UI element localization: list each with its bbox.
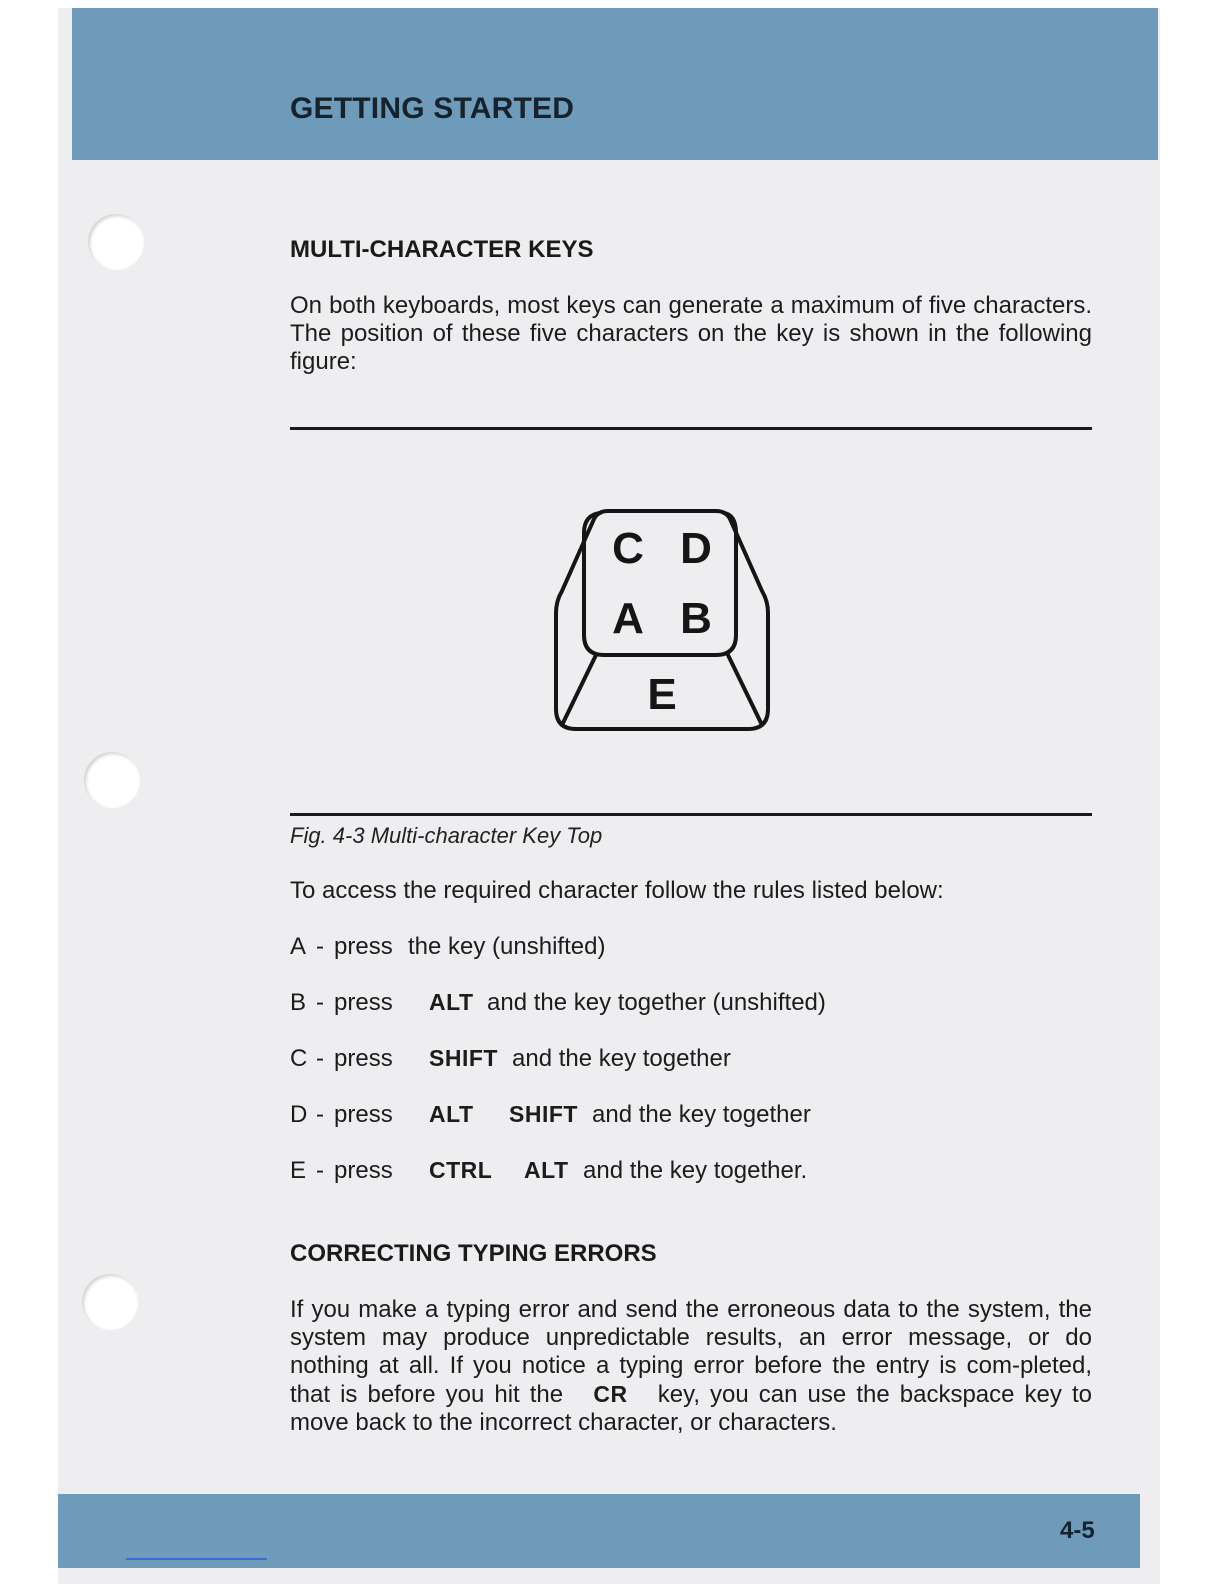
rule-text: and the key together xyxy=(592,1101,811,1128)
rule-letter: E xyxy=(290,1157,307,1184)
rule-text: and the key together (unshifted) xyxy=(487,989,826,1016)
key-char-b: B xyxy=(680,594,712,643)
intro-paragraph: On both keyboards, most keys can generate a maximum of five characters. The position of these five characters on the key is shown in the following figure: xyxy=(290,292,1092,375)
key-bevel-left xyxy=(562,655,596,725)
footer-band xyxy=(58,1494,1140,1568)
bottom-link-underline xyxy=(126,1558,267,1560)
figure-caption: Fig. 4-3 Multi-character Key Top xyxy=(290,823,603,848)
figure-bottom-rule xyxy=(290,813,1092,816)
rules-intro: To access the required character follow the rules listed below: xyxy=(290,877,944,904)
correcting-text-after-key: key, you can use the backspace key to move back to the incorrect character, or characters. xyxy=(290,1381,1092,1436)
rule-sep: - xyxy=(316,1101,324,1128)
key-label-alt: ALT xyxy=(429,1101,474,1127)
header-band xyxy=(72,8,1158,160)
rule-verb: press xyxy=(334,1045,393,1072)
key-inner-face xyxy=(584,513,736,655)
binder-hole-bottom xyxy=(82,1274,138,1330)
binder-hole-top xyxy=(88,214,144,270)
key-label-ctrl: CTRL xyxy=(429,1157,493,1183)
key-bevel-right xyxy=(728,655,762,725)
key-char-a: A xyxy=(612,594,644,643)
key-char-c: C xyxy=(612,524,644,573)
rule-text: and the key together. xyxy=(583,1157,808,1184)
rule-verb: press xyxy=(334,1157,393,1184)
rule-verb: press xyxy=(334,933,393,960)
key-char-e: E xyxy=(647,670,677,719)
section-heading-correcting-typing-errors: CORRECTING TYPING ERRORS xyxy=(290,1240,657,1267)
rule-letter: A xyxy=(290,933,307,960)
key-label-shift: SHIFT xyxy=(509,1101,578,1127)
section-heading-multi-character-keys: MULTI-CHARACTER KEYS xyxy=(290,236,594,263)
rule-letter: B xyxy=(290,989,307,1016)
rule-sep: - xyxy=(316,1045,324,1072)
rule-text: and the key together xyxy=(512,1045,731,1072)
key-label-alt: ALT xyxy=(524,1157,569,1183)
rule-letter: C xyxy=(290,1045,308,1072)
binder-hole-middle xyxy=(84,752,140,808)
rule-sep: - xyxy=(316,1157,324,1184)
rule-sep: - xyxy=(316,933,324,960)
rule-verb: press xyxy=(334,989,393,1016)
rule-verb: press xyxy=(334,1101,393,1128)
key-top-figure xyxy=(548,505,776,737)
figure-top-rule xyxy=(290,427,1092,430)
page-number: 4-5 xyxy=(1060,1517,1095,1544)
chapter-title: GETTING STARTED xyxy=(290,92,575,125)
rule-text: the key (unshifted) xyxy=(408,933,606,960)
key-label-cr: CR xyxy=(593,1381,628,1407)
rule-sep: - xyxy=(316,989,324,1016)
correcting-paragraph xyxy=(290,1296,1092,1437)
key-label-alt: ALT xyxy=(429,989,474,1015)
correcting-text-before-key: If you make a typing error and send the erroneous data to the system, the system may produce unpredictable results, an error message, or do nothing at all. If you notice a typing error before the entry is com-pleted, that is before you hit the xyxy=(290,1296,1092,1408)
key-label-shift: SHIFT xyxy=(429,1045,498,1071)
rule-letter: D xyxy=(290,1101,308,1128)
key-char-d: D xyxy=(680,524,712,573)
